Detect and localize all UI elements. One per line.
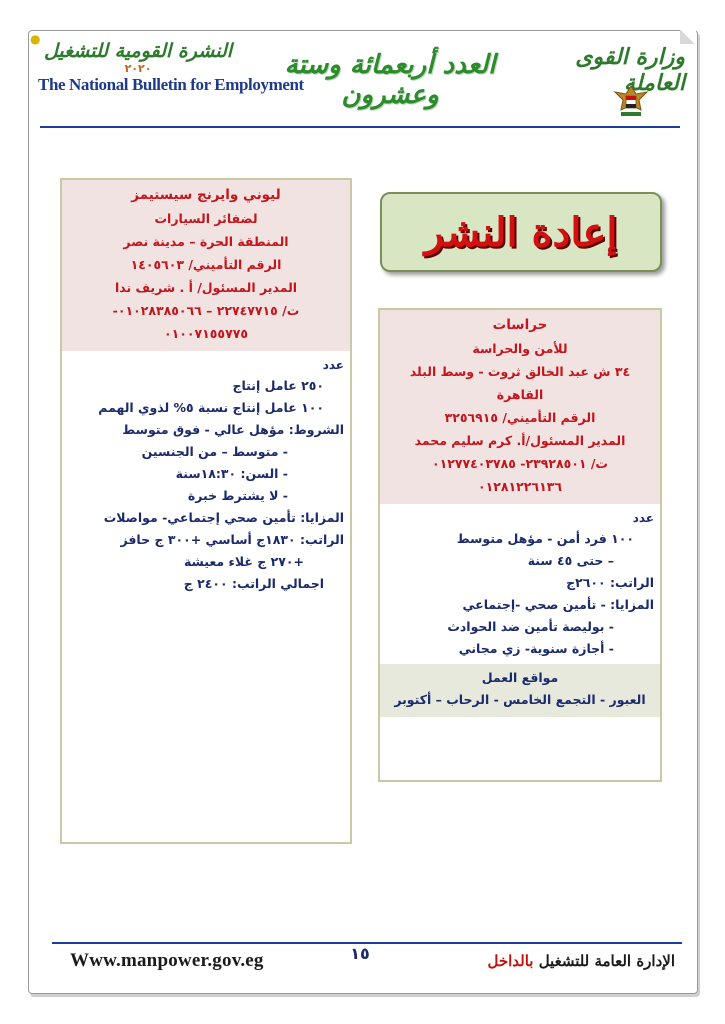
bulletin-title-ar: النشرة القومية للتشغيل bbox=[43, 40, 233, 62]
job-card-hirasat bbox=[378, 308, 662, 782]
requirement-line: - لا يشترط خبرة bbox=[187, 488, 288, 503]
page-number: ١٥ bbox=[350, 944, 370, 963]
company-name: حراسات bbox=[492, 317, 548, 333]
company-address: ٣٤ ش عبد الخالق ثروت - وسط البلد bbox=[409, 364, 631, 379]
job-details bbox=[62, 351, 350, 599]
requirement-line: +٢٧٠ ج غلاء معيشة bbox=[183, 554, 304, 569]
department-name-main: الإدارة العامة للتشغيل bbox=[533, 952, 675, 970]
requirement-line: – حتى ٤٥ سنة bbox=[527, 553, 614, 568]
eagle-emblem-icon bbox=[611, 80, 651, 120]
requirement-line: الراتب: ١٨٣٠ج أساسي +٣٠٠ ج حافز bbox=[120, 532, 344, 547]
bulletin-logo bbox=[38, 40, 304, 95]
requirement-line: - أجازة سنوية- زي مجاني bbox=[458, 641, 614, 656]
requirement-line: المزايا: تأمين صحي إجتماعي- مواصلات bbox=[103, 510, 344, 525]
requirement-line: الراتب: ٢٦٠٠ج bbox=[566, 575, 654, 590]
company-header bbox=[62, 180, 350, 351]
ministry-title: وزارة القوى العاملة bbox=[575, 44, 685, 96]
job-card-leoni bbox=[60, 178, 352, 844]
company-city: القاهرة bbox=[496, 387, 544, 402]
requirement-line: المزايا: - تأمين صحي -إجتماعي bbox=[462, 597, 654, 612]
requirement-line: ١٠٠ عامل إنتاج نسبة ٥% لذوي الهمم bbox=[98, 400, 324, 415]
count-label: عدد bbox=[632, 511, 654, 525]
phone-line-1: ت/ ٢٣٩٢٨٥٠١- ٠١٢٧٧٤٠٣٧٨٥ bbox=[431, 456, 608, 471]
department-name bbox=[487, 952, 675, 970]
website-link[interactable]: Www.manpower.gov.eg bbox=[70, 950, 264, 971]
insurance-number: الرقم التأميني/ ٣٢٥٦٩١٥ bbox=[444, 410, 596, 425]
phone-line-2: ٠١٠٠٧١٥٥٧٧٥ bbox=[164, 326, 248, 341]
requirement-line: - متوسط – من الجنسين bbox=[141, 444, 288, 459]
issue-title: العدد أربعمائة وستة وعشرون bbox=[284, 50, 496, 110]
work-locations-label: مواقع العمل bbox=[481, 670, 559, 685]
requirement-line: ٢٥٠ عامل إنتاج bbox=[232, 378, 324, 393]
company-header bbox=[380, 310, 660, 504]
phone-line-1: ت/ ٢٢٧٤٧٧١٥ – ٠١٠٢٨٣٨٥٠٦٦- bbox=[112, 303, 300, 318]
manager-name: المدير المسئول/أ. كرم سليم محمد bbox=[414, 433, 626, 448]
requirement-line: ١٠٠ فرد أمن - مؤهل متوسط bbox=[456, 531, 634, 546]
page-corner-curl bbox=[680, 30, 696, 44]
phone-line-2: ٠١٢٨١٢٢٦١٣٦ bbox=[478, 479, 562, 494]
header-divider bbox=[40, 126, 680, 128]
bulletin-title-en: The National Bulletin for Employment bbox=[38, 75, 304, 94]
ministry-title-block bbox=[515, 44, 685, 96]
republish-label: إعادة النشر bbox=[424, 208, 618, 256]
company-address: المنطقة الحرة – مدينة نصر bbox=[123, 234, 289, 249]
pin-icon: ● bbox=[30, 32, 41, 46]
work-locations-list: العبور - التجمع الخامس - الرحاب – أكتوبر bbox=[394, 692, 646, 707]
job-details bbox=[380, 504, 660, 664]
work-locations bbox=[380, 664, 660, 717]
count-label: عدد bbox=[322, 358, 344, 372]
republish-badge bbox=[380, 192, 662, 272]
company-name: ليوني وايرنج سيستيمز bbox=[131, 187, 281, 203]
requirement-line: - بوليصة تأمين ضد الحوادث bbox=[447, 619, 614, 634]
requirement-line: اجمالي الراتب: ٢٤٠٠ ج bbox=[183, 576, 324, 591]
bulletin-year: ٢٠٢٠ bbox=[124, 62, 152, 75]
insurance-number: الرقم التأميني/ ١٤٠٥٦٠٣ bbox=[130, 257, 282, 272]
requirement-line: الشروط: مؤهل عالي - فوق متوسط bbox=[122, 422, 344, 437]
company-subtitle: لضفائر السيارات bbox=[154, 211, 258, 226]
company-subtitle: للأمن والحراسة bbox=[472, 341, 568, 356]
department-name-accent: بالداخل bbox=[487, 952, 534, 970]
requirement-line: - السن: ١٨:٣٠سنة bbox=[175, 466, 288, 481]
manager-name: المدير المسئول/ أ . شريف ندا bbox=[114, 280, 298, 295]
